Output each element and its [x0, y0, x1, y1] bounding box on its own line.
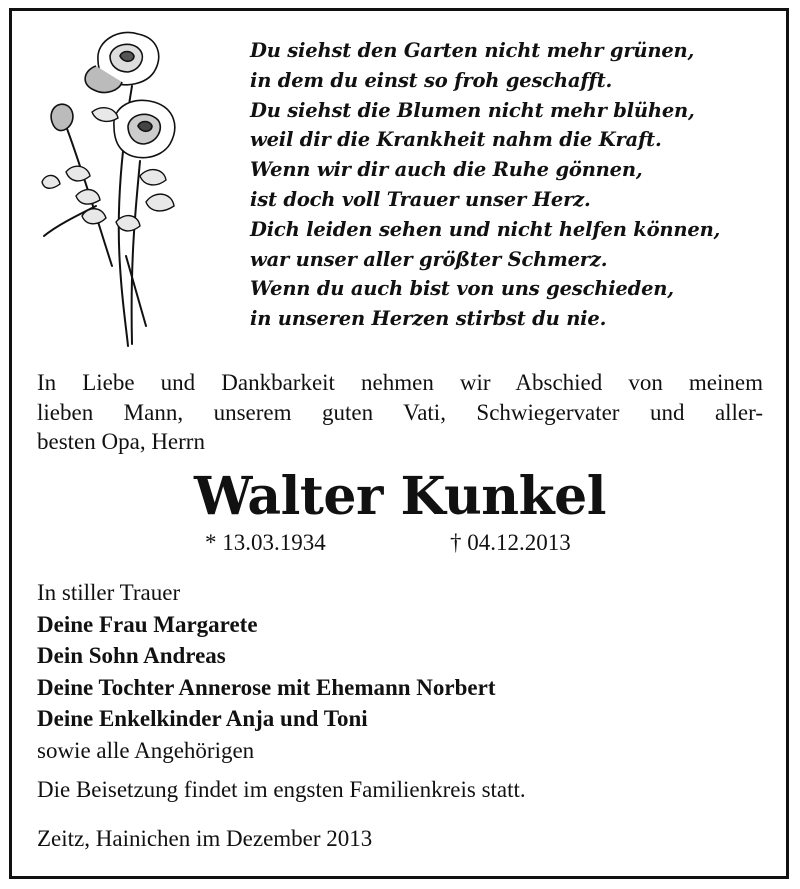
poem-line: Du siehst die Blumen nicht mehr blühen,	[250, 98, 695, 122]
mourner-name: Dein Sohn Andreas	[37, 643, 226, 668]
mourner-name: Deine Frau Margarete	[37, 611, 258, 637]
poem-line: ist doch voll Trauer unser Herz.	[250, 187, 591, 211]
mourner-name: Deine Tochter Annerose mit Ehemann Norbert	[37, 674, 496, 700]
mourners-heading: In stiller Trauer	[37, 580, 181, 605]
burial-note: Die Beisetzung findet im engsten Familienkreis statt.	[37, 777, 526, 802]
intro-text	[37, 368, 763, 457]
mourners-list	[37, 577, 496, 766]
deceased-name: Walter Kunkel	[194, 466, 606, 527]
death-date: † 04.12.2013	[450, 530, 571, 555]
mourners-footer: sowie alle Angehörigen	[37, 737, 255, 763]
mourner-name: Deine Enkelkinder Anja und Toni	[37, 706, 368, 731]
poem-line: Wenn wir dir auch die Ruhe gönnen,	[250, 158, 643, 182]
poem-line: in unseren Herzen stirbst du nie.	[250, 307, 607, 331]
rose-illustration	[36, 26, 186, 348]
poem-line: Du siehst den Garten nicht mehr grünen,	[250, 39, 695, 62]
poem-line: Wenn du auch bist von uns geschieden,	[250, 277, 674, 301]
birth-date: * 13.03.1934	[205, 530, 326, 555]
poem-line: in dem du einst so froh geschafft.	[250, 68, 613, 92]
poem-line: weil dir die Krankheit nahm die Kraft.	[250, 128, 662, 152]
intro-line: besten Opa, Herrn	[37, 429, 205, 454]
place-date: Zeitz, Hainichen im Dezember 2013	[37, 826, 373, 851]
intro-line: lieben Mann, unserem guten Vati, Schwiegervater und aller-	[37, 399, 763, 425]
poem-line: Dich leiden sehen und nicht helfen können,	[250, 217, 721, 241]
intro-line: In Liebe und Dankbarkeit nehmen wir Abschied von meinem	[37, 370, 763, 395]
poem-line: war unser aller größter Schmerz.	[250, 247, 608, 271]
poem	[250, 36, 720, 334]
